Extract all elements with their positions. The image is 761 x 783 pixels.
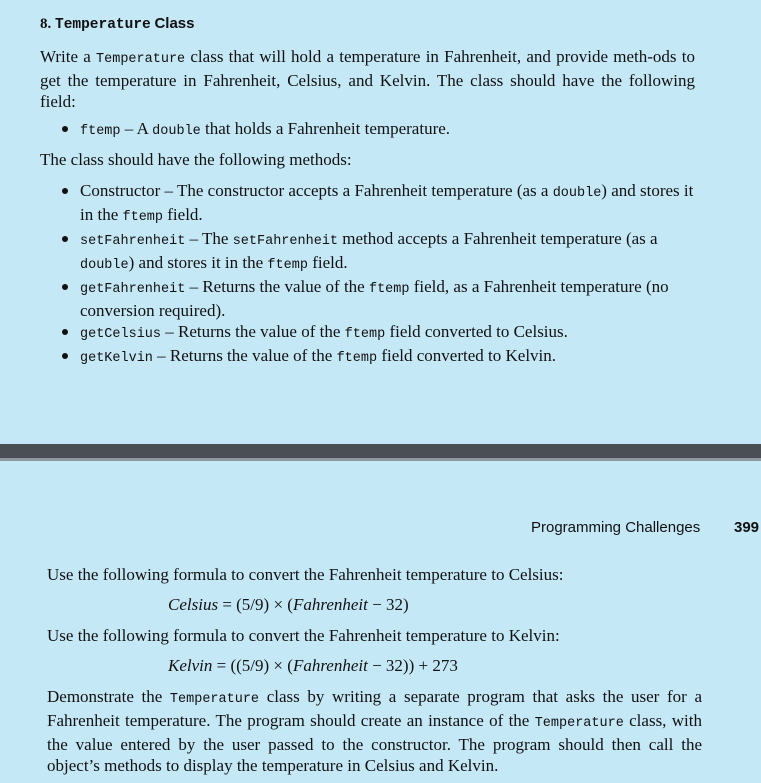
list-item: getKelvin – Returns the value of the ftemp field converted to Kelvin. [80,345,695,369]
celsius-intro: Use the following formula to convert the Fahrenheit temperature to Celsius: [47,565,564,584]
kelvin-intro: Use the following formula to convert the Fahrenheit temperature to Kelvin: [47,626,560,645]
kelvin-formula: Kelvin = ((5/9) × (Fahrenheit − 32)) + 273 [168,656,458,675]
fields-list [80,118,695,142]
list-item: getFahrenheit – Returns the value of the ftemp field, as a Fahrenheit temperature (no conversion required). [80,276,695,321]
exercise-number: 8. [40,16,52,32]
demo-paragraph: Demonstrate the Temperature class by writing a separate program that asks the user for a Fahrenheit temperature. The program should create an instance of the Temperature class, with the value entered by the user passed to the constructor. The program should then call the object’s methods to display the temperature in Celsius and Kelvin. [47,687,702,775]
page-break-line [0,458,761,461]
list-item: setFahrenheit – The setFahrenheit method accepts a Fahrenheit temperature (as a double) and stores it in the ftemp field. [80,228,695,276]
celsius-formula: Celsius = (5/9) × (Fahrenheit − 32) [168,595,409,614]
running-head: Programming Challenges [531,519,701,536]
list-item: ftemp – A double that holds a Fahrenheit temperature. [80,118,695,142]
intro-paragraph: Write a Temperature class that will hold a temperature in Fahrenheit, and provide meth-ods to get the temperature in Fahrenheit, Celsius, and Kelvin. The class should have the following field: [40,47,695,111]
exercise-heading [40,15,195,33]
page-break-bar [0,444,761,458]
list-item: Constructor – The constructor accepts a Fahrenheit temperature (as a double) and stores it in the ftemp field. [80,180,695,228]
methods-list [80,180,695,369]
page-number: 399 [734,519,760,536]
list-item: getCelsius – Returns the value of the ftemp field converted to Celsius. [80,321,695,345]
exercise-title-word: Class [154,15,195,32]
exercise-class-name: Temperature [55,17,151,33]
methods-intro: The class should have the following methods: [40,150,352,169]
